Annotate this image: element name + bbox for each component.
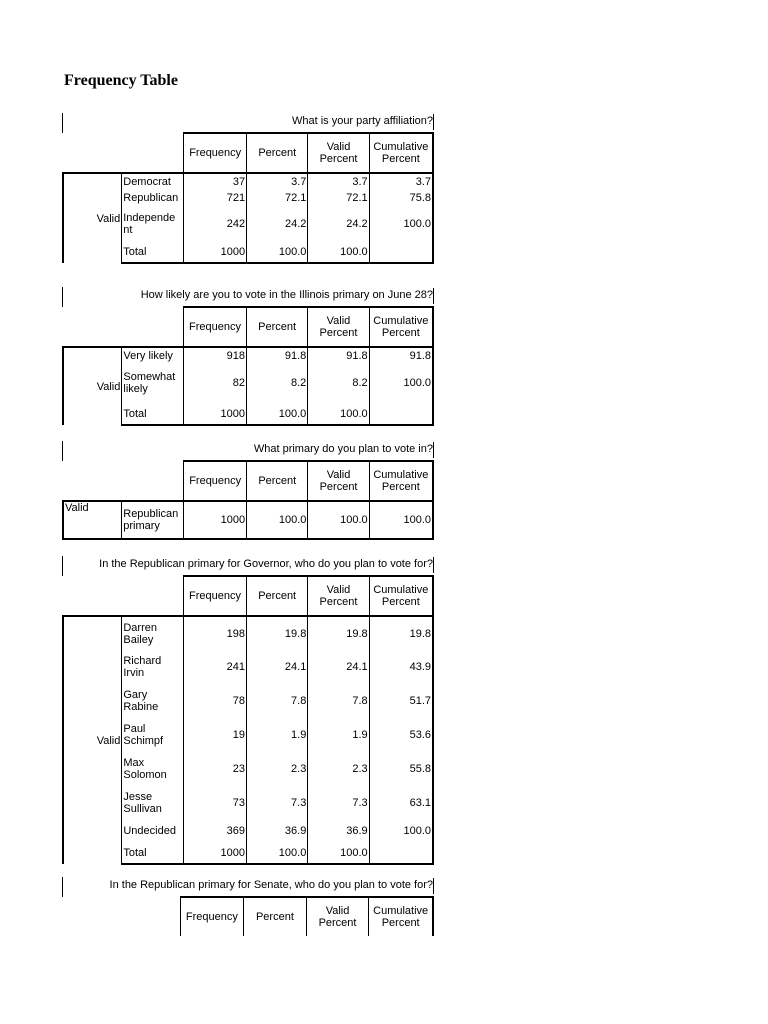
cell-valid: 91.8 bbox=[308, 347, 369, 363]
column-header: Frequency bbox=[184, 307, 247, 347]
header-row bbox=[63, 576, 433, 616]
cell-pct: 7.3 bbox=[247, 786, 308, 820]
column-header: Valid Percent bbox=[306, 897, 369, 936]
cell-cum: 75.8 bbox=[369, 189, 433, 207]
row-label: Richard Irvin bbox=[122, 650, 184, 684]
cell-freq: 78 bbox=[184, 684, 247, 718]
header-row bbox=[62, 897, 433, 936]
cell-pct: 100.0 bbox=[247, 501, 308, 539]
table-question-title: What primary do you plan to vote in? bbox=[253, 443, 433, 455]
row-label: Total bbox=[122, 842, 184, 864]
cell-valid: 3.7 bbox=[308, 173, 369, 189]
cell-cum: 100.0 bbox=[369, 501, 433, 539]
header-row bbox=[63, 307, 433, 347]
cell-valid: 72.1 bbox=[308, 189, 369, 207]
cell-freq: 721 bbox=[184, 189, 247, 207]
cell-pct: 72.1 bbox=[247, 189, 308, 207]
cell-valid: 100.0 bbox=[308, 501, 369, 539]
cell-pct: 36.9 bbox=[247, 820, 308, 842]
page-title: Frequency Table bbox=[64, 72, 178, 89]
group-label: Valid bbox=[63, 173, 122, 263]
header-row bbox=[63, 461, 433, 501]
row-label: Somewhat likely bbox=[122, 363, 184, 403]
column-header: Cumulative Percent bbox=[369, 897, 433, 936]
cell-freq: 73 bbox=[184, 786, 247, 820]
cell-cum: 51.7 bbox=[369, 684, 433, 718]
cell-pct: 91.8 bbox=[246, 347, 307, 363]
column-header: Cumulative Percent bbox=[369, 461, 433, 501]
cell-valid: 36.9 bbox=[308, 820, 369, 842]
column-header: Percent bbox=[247, 576, 308, 616]
cell-cum: 3.7 bbox=[369, 173, 433, 189]
cell-valid: 100.0 bbox=[308, 403, 369, 425]
cell-cum: 91.8 bbox=[369, 347, 433, 363]
cell-pct: 7.8 bbox=[247, 684, 308, 718]
table-row bbox=[63, 616, 433, 650]
column-header: Percent bbox=[246, 307, 307, 347]
table-question-title: In the Republican primary for Governor, who do you plan to vote for? bbox=[99, 558, 433, 570]
cell-valid: 2.3 bbox=[308, 752, 369, 786]
column-header: Frequency bbox=[184, 461, 247, 501]
table-row bbox=[63, 173, 433, 189]
frequency-grid bbox=[62, 575, 434, 865]
cell-valid: 8.2 bbox=[308, 363, 369, 403]
cell-cum bbox=[369, 842, 433, 864]
row-label: Very likely bbox=[122, 347, 184, 363]
cell-freq: 37 bbox=[184, 173, 247, 189]
frequency-grid bbox=[62, 306, 434, 426]
cell-freq: 918 bbox=[184, 347, 247, 363]
column-header: Frequency bbox=[180, 897, 243, 936]
cell-pct: 3.7 bbox=[247, 173, 308, 189]
cell-valid: 100.0 bbox=[308, 842, 369, 864]
row-label: Jesse Sullivan bbox=[122, 786, 184, 820]
cell-freq: 198 bbox=[184, 616, 247, 650]
cell-valid: 19.8 bbox=[308, 616, 369, 650]
column-header: Percent bbox=[247, 133, 308, 173]
cell-pct: 100.0 bbox=[247, 241, 308, 263]
column-header: Cumulative Percent bbox=[369, 307, 433, 347]
cell-freq: 23 bbox=[184, 752, 247, 786]
table-marker bbox=[62, 556, 63, 576]
column-header: Valid Percent bbox=[308, 461, 369, 501]
cell-freq: 1000 bbox=[184, 501, 247, 539]
column-header: Valid Percent bbox=[308, 307, 369, 347]
cell-valid: 24.1 bbox=[308, 650, 369, 684]
table-marker bbox=[62, 113, 63, 133]
table-question-title: How likely are you to vote in the Illinois primary on June 28? bbox=[140, 289, 433, 301]
column-header: Percent bbox=[244, 897, 307, 936]
row-label: Total bbox=[122, 241, 184, 263]
column-header: Percent bbox=[247, 461, 308, 501]
row-label: Democrat bbox=[122, 173, 184, 189]
group-label: Valid bbox=[63, 501, 122, 539]
column-header: Valid Percent bbox=[308, 576, 369, 616]
cell-cum: 55.8 bbox=[369, 752, 433, 786]
cell-cum: 43.9 bbox=[369, 650, 433, 684]
group-label: Valid bbox=[63, 347, 122, 425]
cell-cum: 63.1 bbox=[369, 786, 433, 820]
cell-valid: 1.9 bbox=[308, 718, 369, 752]
column-header: Cumulative Percent bbox=[369, 133, 433, 173]
frequency-grid bbox=[62, 132, 434, 264]
column-header: Valid Percent bbox=[308, 133, 369, 173]
cell-cum: 100.0 bbox=[369, 363, 433, 403]
cell-pct: 19.8 bbox=[247, 616, 308, 650]
row-label: Independe nt bbox=[122, 207, 184, 241]
header-row bbox=[63, 133, 433, 173]
cell-cum bbox=[369, 403, 433, 425]
cell-freq: 82 bbox=[184, 363, 247, 403]
cell-cum: 53.6 bbox=[369, 718, 433, 752]
row-label: Paul Schimpf bbox=[122, 718, 184, 752]
table-marker bbox=[62, 441, 63, 461]
row-label: Republican primary bbox=[122, 501, 184, 539]
cell-pct: 100.0 bbox=[247, 842, 308, 864]
row-label: Total bbox=[122, 403, 184, 425]
cell-pct: 100.0 bbox=[246, 403, 307, 425]
cell-cum: 19.8 bbox=[369, 616, 433, 650]
frequency-grid bbox=[62, 896, 434, 936]
table-marker bbox=[62, 287, 63, 307]
cell-freq: 369 bbox=[184, 820, 247, 842]
frequency-grid bbox=[62, 460, 434, 540]
column-header: Cumulative Percent bbox=[369, 576, 433, 616]
row-label: Undecided bbox=[122, 820, 184, 842]
row-label: Darren Bailey bbox=[122, 616, 184, 650]
cell-cum: 100.0 bbox=[369, 820, 433, 842]
cell-valid: 24.2 bbox=[308, 207, 369, 241]
table-question-title: What is your party affiliation? bbox=[291, 115, 433, 127]
table-question-title: In the Republican primary for Senate, who do you plan to vote for? bbox=[109, 879, 433, 891]
cell-pct: 24.2 bbox=[247, 207, 308, 241]
row-label: Max Solomon bbox=[122, 752, 184, 786]
cell-cum bbox=[369, 241, 433, 263]
cell-freq: 1000 bbox=[184, 403, 247, 425]
group-label: Valid bbox=[63, 616, 122, 864]
cell-pct: 24.1 bbox=[247, 650, 308, 684]
row-label: Republican bbox=[122, 189, 184, 207]
cell-pct: 8.2 bbox=[246, 363, 307, 403]
column-header: Frequency bbox=[184, 133, 247, 173]
cell-freq: 242 bbox=[184, 207, 247, 241]
table-row bbox=[63, 501, 433, 539]
cell-valid: 7.3 bbox=[308, 786, 369, 820]
cell-valid: 7.8 bbox=[308, 684, 369, 718]
cell-freq: 1000 bbox=[184, 842, 247, 864]
cell-freq: 19 bbox=[184, 718, 247, 752]
cell-pct: 1.9 bbox=[247, 718, 308, 752]
cell-pct: 2.3 bbox=[247, 752, 308, 786]
cell-freq: 1000 bbox=[184, 241, 247, 263]
cell-cum: 100.0 bbox=[369, 207, 433, 241]
cell-freq: 241 bbox=[184, 650, 247, 684]
table-row bbox=[63, 347, 433, 363]
cell-valid: 100.0 bbox=[308, 241, 369, 263]
column-header: Frequency bbox=[184, 576, 247, 616]
table-marker bbox=[62, 877, 63, 897]
row-label: Gary Rabine bbox=[122, 684, 184, 718]
